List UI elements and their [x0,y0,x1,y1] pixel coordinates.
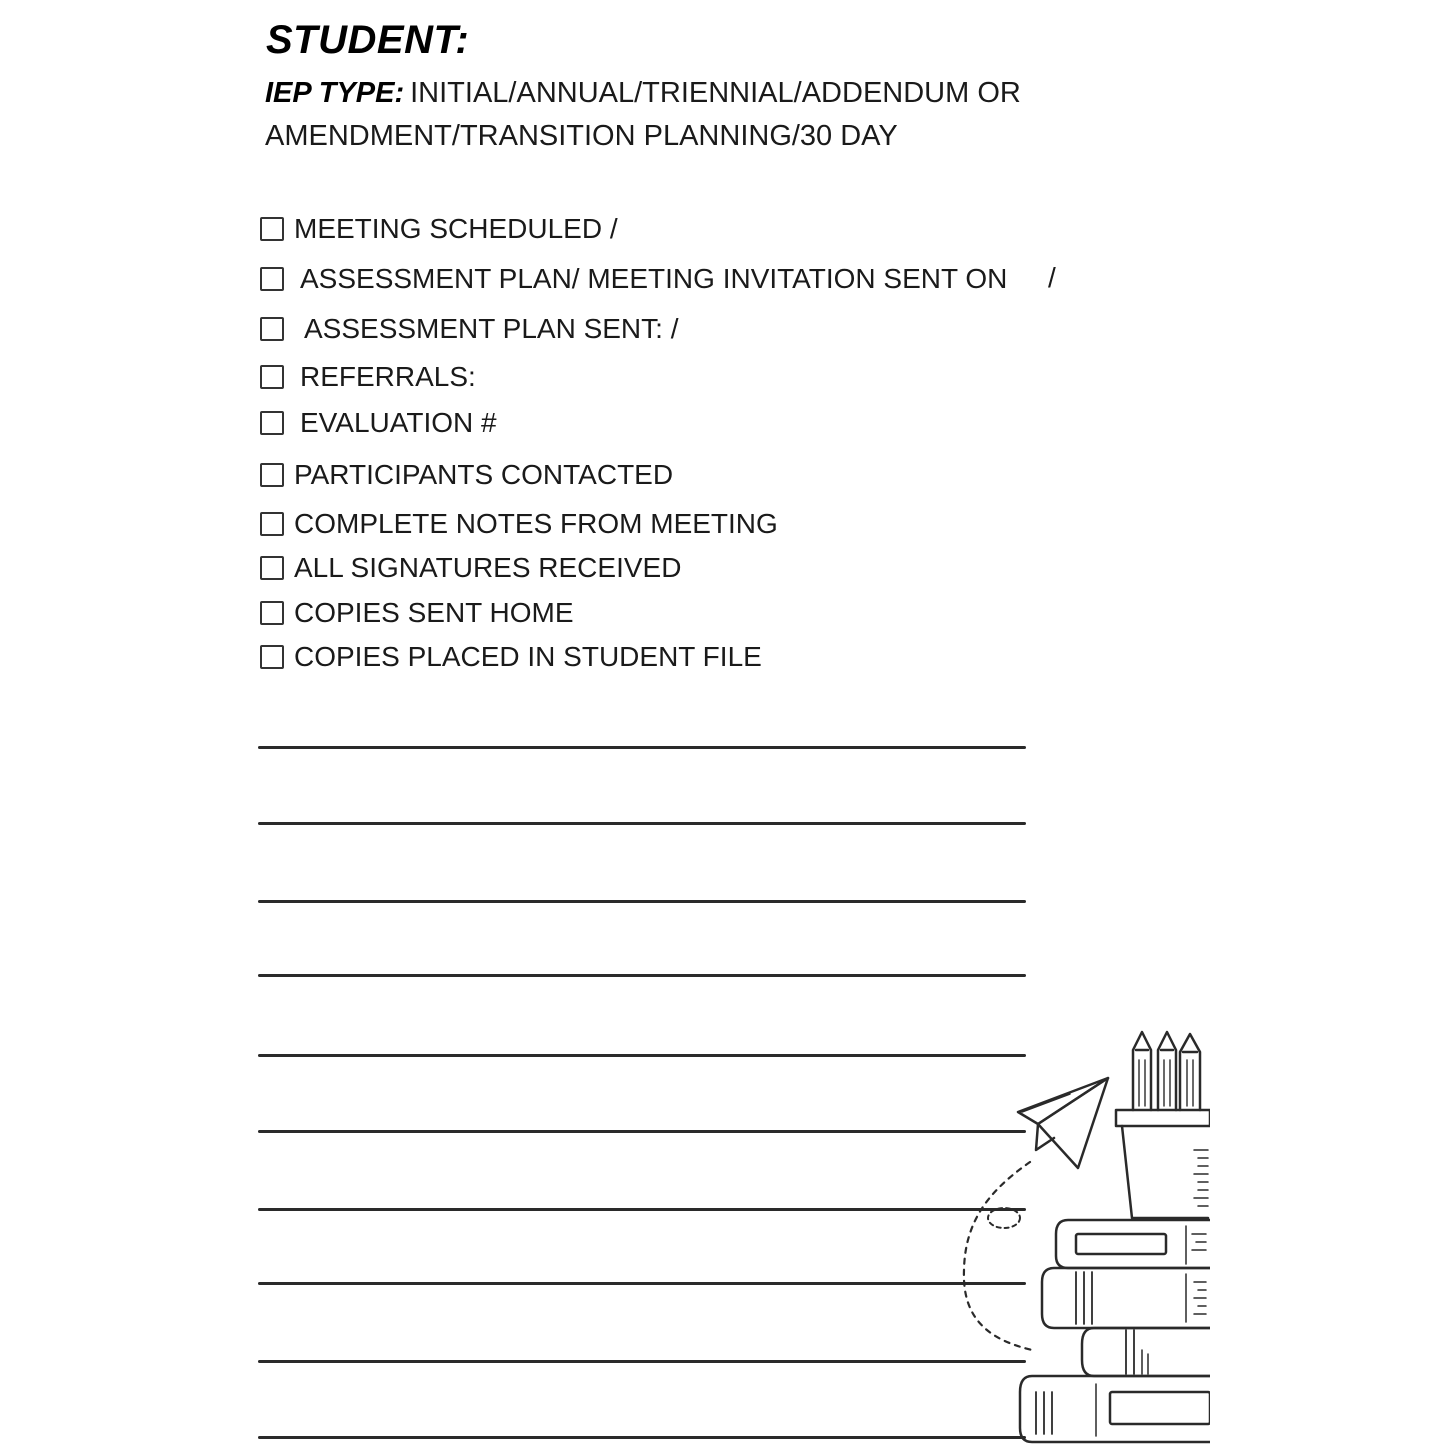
checkbox[interactable] [260,365,284,389]
checklist-item-evaluation[interactable] [260,406,497,440]
checklist-item-assessment-plan-invitation[interactable] [260,262,1007,296]
checklist-item-assessment-plan-sent[interactable] [260,312,679,346]
checkbox[interactable] [260,411,284,435]
checklist-item-label: MEETING SCHEDULED / [294,213,618,244]
checklist-item-label: ASSESSMENT PLAN SENT: / [304,313,679,344]
checklist-item-referrals[interactable] [260,360,476,394]
note-line[interactable] [258,1282,1026,1285]
checkbox[interactable] [260,601,284,625]
note-line[interactable] [258,1436,1026,1439]
checklist-item-label: EVALUATION # [300,407,497,438]
iep-type [265,72,1085,158]
checklist-item-copies-sent-home[interactable] [260,596,574,630]
checklist-item-label: COMPLETE NOTES FROM MEETING [294,508,778,539]
note-line[interactable] [258,822,1026,825]
invitation-date-separator: / [1048,262,1056,293]
note-line[interactable] [258,900,1026,903]
note-line[interactable] [258,1054,1026,1057]
checkbox[interactable] [260,217,284,241]
books-pencil-cup-paper-plane-illustration [960,1020,1210,1445]
note-line[interactable] [258,974,1026,977]
checklist-item-label: COPIES SENT HOME [294,597,574,628]
checklist-item-copies-student-file[interactable] [260,640,762,674]
checklist-item-all-signatures[interactable] [260,551,681,585]
checkbox[interactable] [260,463,284,487]
student-title: STUDENT: [266,18,470,62]
note-line[interactable] [258,1360,1026,1363]
checklist-item-label: COPIES PLACED IN STUDENT FILE [294,641,762,672]
iep-type-options: INITIAL/ANNUAL/TRIENNIAL/ADDENDUM OR AMENDMENT/TRANSITION PLANNING/30 DAY [265,77,1021,152]
checkbox[interactable] [260,645,284,669]
checkbox[interactable] [260,556,284,580]
checkbox[interactable] [260,317,284,341]
checklist-item-label: ASSESSMENT PLAN/ MEETING INVITATION SENT ON [300,263,1008,294]
checklist-item-participants-contacted[interactable] [260,458,673,492]
iep-type-label: IEP TYPE: [265,77,405,109]
note-line[interactable] [258,746,1026,749]
checklist-item-complete-notes[interactable] [260,507,778,541]
note-line[interactable] [258,1130,1026,1133]
checklist-item-meeting-scheduled[interactable] [260,212,618,246]
checklist-item-label: PARTICIPANTS CONTACTED [294,459,674,490]
checklist-item-label: ALL SIGNATURES RECEIVED [294,552,682,583]
checkbox[interactable] [260,267,284,291]
checklist-item-label: REFERRALS: [300,361,476,392]
checkbox[interactable] [260,512,284,536]
note-line[interactable] [258,1208,1026,1211]
